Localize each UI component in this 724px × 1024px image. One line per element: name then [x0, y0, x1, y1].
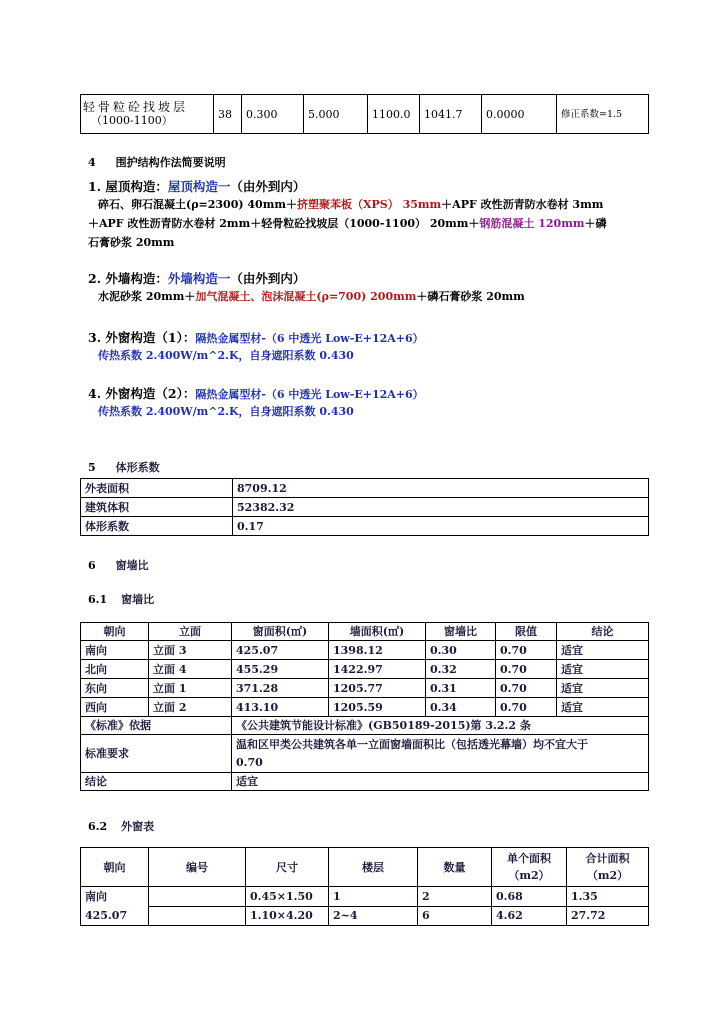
requirement-limit: 0.70	[236, 755, 263, 769]
section-6-2-heading	[88, 818, 154, 834]
cell-ratio: 0.32	[426, 660, 496, 679]
shape-coefficient-table	[80, 478, 649, 536]
roof-text-1: 碎石、卵石混凝土(ρ=2300) 40mm＋	[98, 198, 297, 211]
header-window-area: 窗面积(㎡)	[232, 623, 329, 641]
table-row	[81, 735, 649, 773]
cell-conclusion: 适宜	[557, 641, 649, 660]
cell-unit-area: 4.62	[492, 906, 567, 926]
section-title: 窗墙比	[121, 593, 155, 606]
cell-correction: 修正系数=1.5	[557, 95, 649, 134]
header-unit-area-label: 单个面积	[507, 852, 551, 865]
header-unit-area	[492, 848, 567, 887]
cell-ratio: 0.34	[426, 698, 496, 717]
section-title: 围护结构作法简要说明	[115, 156, 226, 169]
roof-label: 1. 屋顶构造：	[88, 179, 168, 194]
section-number: 6.1	[88, 593, 108, 606]
window-construction-2	[88, 384, 648, 421]
header-conclusion: 结论	[557, 623, 649, 641]
window1-desc: 隔热金属型材-（6 中透光 Low-E+12A+6）	[195, 332, 424, 345]
cell-limit: 0.70	[496, 698, 557, 717]
cell-ratio: 0.31	[426, 679, 496, 698]
conclusion-label: 结论	[81, 773, 232, 791]
table-row	[81, 498, 649, 517]
header-count: 数量	[418, 848, 492, 887]
window2-label: 4. 外窗构造（2）：	[88, 386, 196, 401]
cell-id	[149, 906, 246, 926]
roof-xps: 挤塑聚苯板（XPS） 35mm	[296, 198, 442, 211]
section-title: 体形系数	[115, 461, 160, 474]
wall-text-1: 水泥砂浆 20mm＋	[98, 290, 196, 303]
wall-text-3: ＋磷石膏砂浆 20mm	[416, 290, 525, 303]
roof-text-3: ＋APF 改性沥青防水卷材 3mm	[441, 198, 604, 211]
header-unit-area-unit: （m2）	[508, 869, 550, 882]
table-row	[81, 479, 649, 498]
table-row	[81, 773, 649, 791]
cell-orientation: 西向	[81, 698, 149, 717]
exterior-window-table	[80, 847, 649, 926]
cell-conductivity: 0.300	[242, 95, 304, 134]
section-5-heading	[88, 459, 160, 475]
roof-text-4: ＋APF 改性沥青防水卷材 2mm＋轻骨粒砼找坡层（1000-1100） 20mm＋	[88, 217, 480, 230]
cell-vapor: 0.0000	[482, 95, 557, 134]
cell-conclusion: 适宜	[557, 660, 649, 679]
section-number: 4	[88, 156, 96, 169]
header-wall-area: 墙面积(㎡)	[329, 623, 426, 641]
cell-orientation: 北向	[81, 660, 149, 679]
header-id: 编号	[149, 848, 246, 887]
cell-total-area: 27.72	[567, 906, 649, 926]
basis-value: 《公共建筑节能设计标准》(GB50189-2015)第 3.2.2 条	[232, 717, 649, 735]
header-facade: 立面	[149, 623, 232, 641]
cell-density: 1100.0	[368, 95, 420, 134]
cell-floor: 1	[329, 887, 418, 907]
shape-value: 52382.32	[233, 498, 649, 517]
roof-concrete: 钢筋混凝土 120mm	[479, 217, 585, 230]
table-row	[81, 906, 649, 926]
table-header-row	[81, 623, 649, 641]
cell-count: 6	[418, 906, 492, 926]
cell-window-area: 425.07	[232, 641, 329, 660]
layer-range: （1000-1100）	[91, 114, 173, 127]
section-number: 6	[88, 559, 96, 572]
wall-direction: （由外到内）	[230, 271, 306, 286]
cell-size: 1.10×4.20	[246, 906, 329, 926]
cell-specific-heat: 1041.7	[420, 95, 482, 134]
shape-key: 建筑体积	[81, 498, 233, 517]
shape-value: 8709.12	[233, 479, 649, 498]
requirement-text: 温和区甲类公共建筑各单一立面窗墙面积比（包括透光幕墙）均不宜大于	[236, 737, 588, 751]
cell-id	[149, 887, 246, 907]
table-row	[81, 887, 649, 907]
window-construction-1	[88, 328, 648, 365]
cell-limit: 0.70	[496, 679, 557, 698]
section-title: 外窗表	[121, 820, 155, 833]
wall-aerated: 加气混凝土、泡沫混凝土(ρ=700) 200mm	[195, 290, 417, 303]
cell-limit: 0.70	[496, 641, 557, 660]
table-row	[81, 660, 649, 679]
shape-key: 外表面积	[81, 479, 233, 498]
table-header-row	[81, 848, 649, 887]
cell-conclusion: 适宜	[557, 679, 649, 698]
header-limit: 限值	[496, 623, 557, 641]
cell-facade: 立面 2	[149, 698, 232, 717]
wall-type: 外墙构造一	[167, 271, 231, 286]
cell-orientation: 东向	[81, 679, 149, 698]
cell-facade: 立面 3	[149, 641, 232, 660]
header-ratio: 窗墙比	[426, 623, 496, 641]
cell-unit-area: 0.68	[492, 887, 567, 907]
window-wall-ratio-table	[80, 622, 649, 791]
header-total-area-unit: （m2）	[586, 869, 629, 882]
cell-conclusion: 适宜	[557, 698, 649, 717]
roof-text-6: ＋磷	[584, 217, 607, 230]
table-row	[81, 698, 649, 717]
roof-direction: （由外到内）	[230, 179, 306, 194]
window1-label: 3. 外窗构造（1）：	[88, 330, 196, 345]
table-row	[81, 517, 649, 536]
cell-count: 2	[418, 887, 492, 907]
layer-name-cell	[81, 95, 214, 134]
roof-text-7: 石膏砂浆 20mm	[88, 236, 175, 249]
shape-key: 体形系数	[81, 517, 233, 536]
table-row	[81, 717, 649, 735]
cell-wall-area: 1422.97	[329, 660, 426, 679]
orientation-value: 425.07	[85, 909, 128, 922]
section-number: 5	[88, 461, 96, 474]
table-row	[81, 641, 649, 660]
cell-limit: 0.70	[496, 660, 557, 679]
header-total-area	[567, 848, 649, 887]
wall-label: 2. 外墙构造：	[88, 271, 168, 286]
cell-wall-area: 1205.59	[329, 698, 426, 717]
section-6-heading	[88, 557, 149, 573]
header-orientation: 朝向	[81, 848, 149, 887]
window2-desc: 隔热金属型材-（6 中透光 Low-E+12A+6）	[195, 388, 424, 401]
header-orientation: 朝向	[81, 623, 149, 641]
header-total-area-label: 合计面积	[585, 852, 630, 865]
cell-size: 0.45×1.50	[246, 887, 329, 907]
cell-window-area: 371.28	[232, 679, 329, 698]
cell-window-area: 413.10	[232, 698, 329, 717]
section-6-1-heading	[88, 591, 154, 607]
header-floor: 楼层	[329, 848, 418, 887]
cell-wall-area: 1398.12	[329, 641, 426, 660]
roof-type: 屋顶构造一	[167, 179, 231, 194]
cell-ratio: 0.30	[426, 641, 496, 660]
conclusion-value: 适宜	[232, 773, 649, 791]
requirement-label: 标准要求	[81, 735, 232, 773]
window2-props: 传热系数 2.400W/m^2.K，自身遮阳系数 0.430	[98, 405, 354, 418]
cell-wall-area: 1205.77	[329, 679, 426, 698]
section-number: 6.2	[88, 820, 108, 833]
top-layer-table	[80, 94, 649, 134]
cell-orientation: 南向	[81, 641, 149, 660]
cell-facade: 立面 4	[149, 660, 232, 679]
cell-window-area: 455.29	[232, 660, 329, 679]
cell-floor: 2~4	[329, 906, 418, 926]
layer-name: 轻骨粒砼找坡层	[83, 100, 189, 114]
cell-heat-storage: 5.000	[304, 95, 368, 134]
section-title: 窗墙比	[115, 559, 149, 572]
table-row	[81, 679, 649, 698]
cell-facade: 立面 1	[149, 679, 232, 698]
requirement-value	[232, 735, 649, 773]
wall-construction	[88, 269, 648, 306]
window1-props: 传热系数 2.400W/m^2.K，自身遮阳系数 0.430	[98, 349, 354, 362]
header-size: 尺寸	[246, 848, 329, 887]
cell-thickness: 38	[214, 95, 242, 134]
shape-value: 0.17	[233, 517, 649, 536]
basis-label: 《标准》依据	[81, 717, 232, 735]
cell-orientation	[81, 887, 149, 926]
roof-construction	[88, 177, 648, 252]
orientation-label: 南向	[85, 890, 107, 903]
cell-total-area: 1.35	[567, 887, 649, 907]
section-4-heading	[88, 154, 226, 170]
